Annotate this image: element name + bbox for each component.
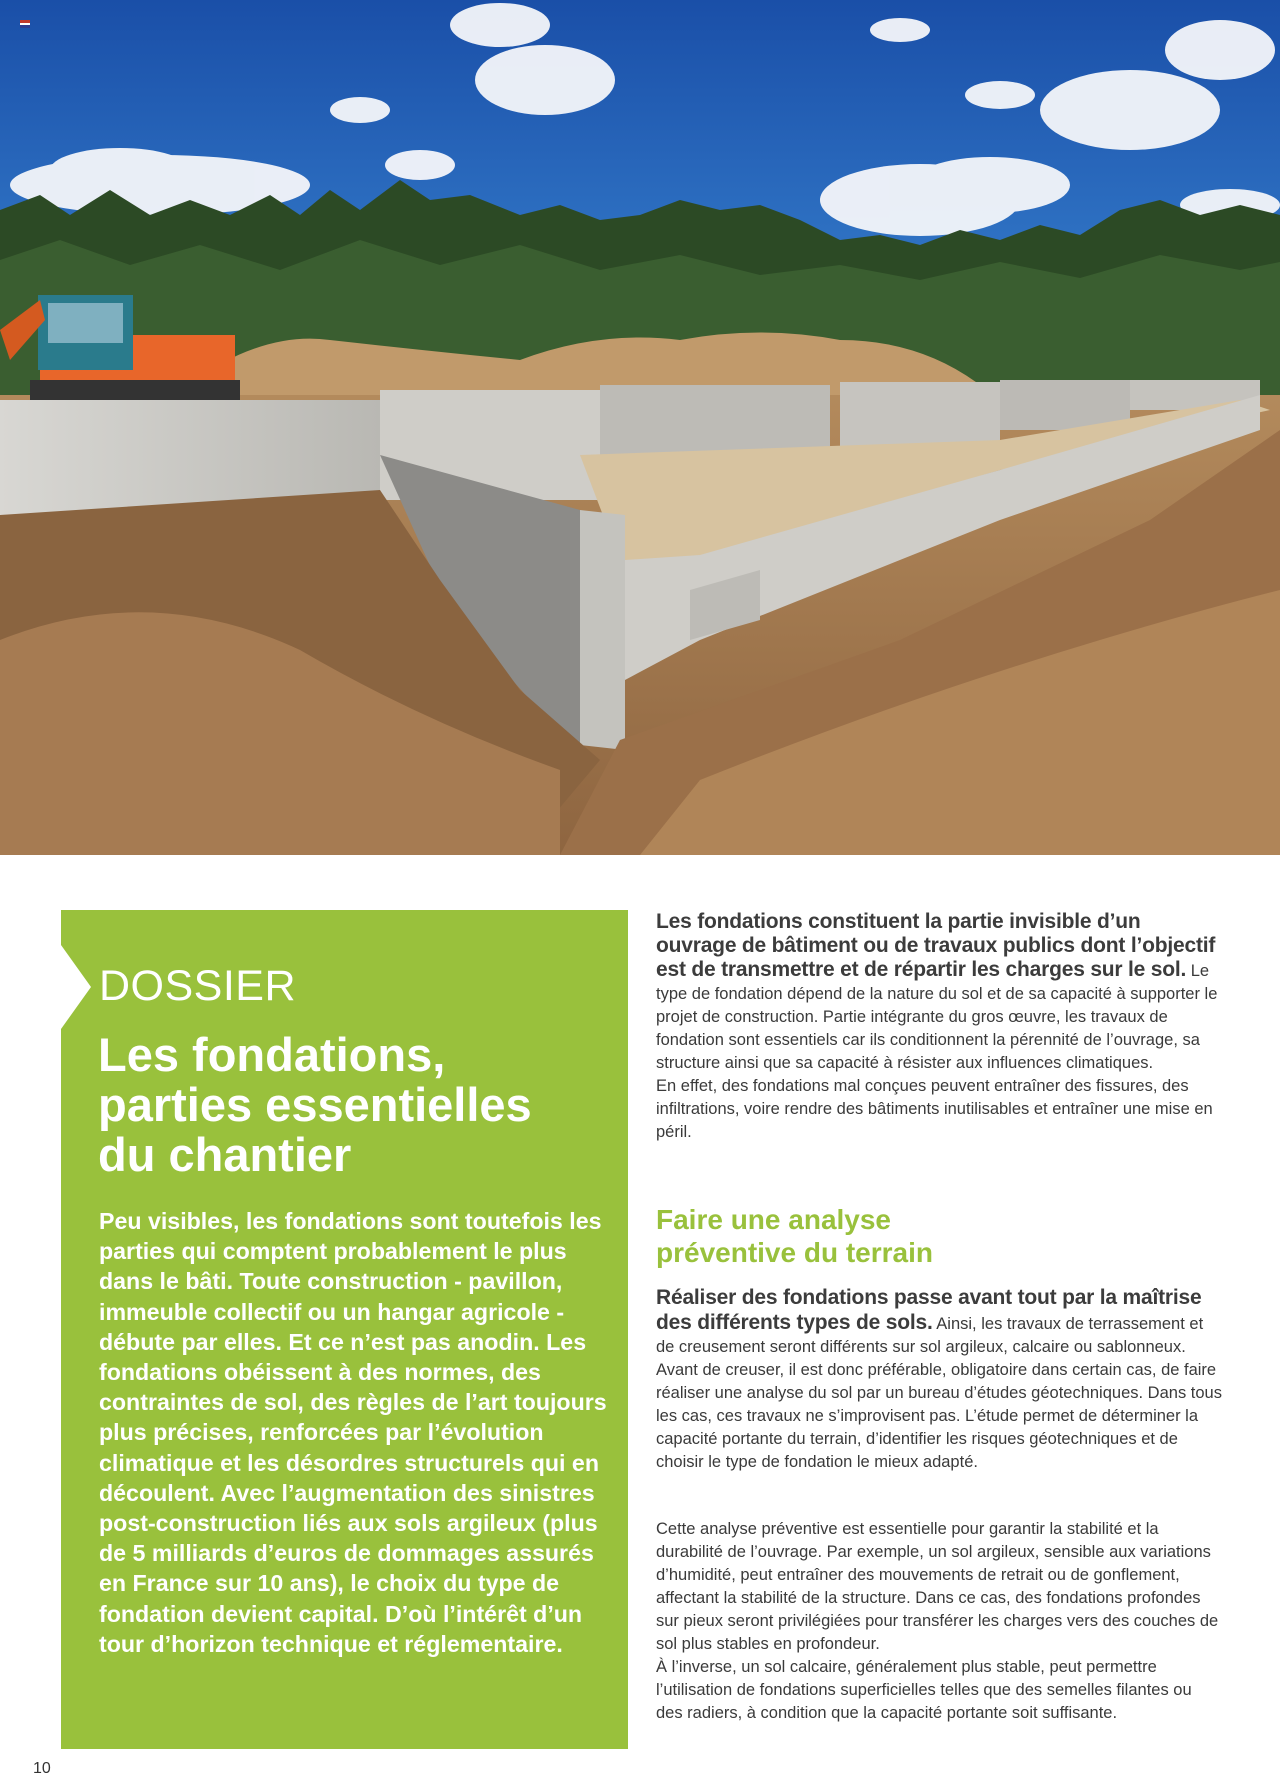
arrow-notch-icon xyxy=(61,945,91,1029)
title-line: Les fondations, xyxy=(98,1028,446,1081)
article-title xyxy=(98,1030,608,1180)
construction-site-photo xyxy=(0,0,1280,855)
title-line: parties essentielles xyxy=(98,1078,532,1131)
flag-icon xyxy=(20,20,30,28)
intro-body-2: En effet, des fondations mal conçues peuvent entraîner des fissures, des infiltrations, voire rendre des bâtiments inutilisables et entraîner une mise en péril. xyxy=(656,1077,1213,1141)
section-paragraph-2 xyxy=(656,1518,1222,1725)
header-photo xyxy=(0,0,1280,855)
section-heading xyxy=(656,1203,1216,1269)
intro-body: Le type de fondation dépend de la nature du sol et de sa capacité à supporter le projet de construction. Partie intégrante du gros œuvre, les travaux de fondation sont essentiels car ils conditionnent la pérennité de l’ouvrage, sa structure ainsi que sa capacité à résister aux influences climatiques. xyxy=(656,962,1218,1072)
article-lead: Peu visibles, les fondations sont toutefois les parties qui comptent probablement le plus dans le bâti. Toute construction - pavillon, immeuble collectif ou un hangar agricole - débute par elles. Et ce n’est pas anodin. Les fondations obéissent à des normes, des contraintes de sol, des règles de l’art toujours plus précises, renforcées par l’évolution climatique et les désordres structurels qui en découlent. Avec l’augmentation des sinistres post-construction liés aux sols argileux (plus de 5 milliards d’euros de dommages assurés en France sur 10 ans), le choix du type de fondation devient capital. D’où l’intérêt d’un tour d’horizon technique et réglementaire. xyxy=(99,1208,607,1657)
title-line: du chantier xyxy=(98,1128,352,1181)
heading-line: préventive du terrain xyxy=(656,1237,933,1268)
intro-bold: Les fondations constituent la partie invisible d’un ouvrage de bâtiment ou de travaux publics dont l’objectif est de transmettre et de répartir les charges sur le sol. xyxy=(656,910,1216,981)
section-bold: Réaliser des fondations passe avant tout par la maîtrise des différents types de sols. xyxy=(656,1286,1202,1334)
section-paragraph-1 xyxy=(656,1286,1222,1474)
section-body-3: À l’inverse, un sol calcaire, généralement plus stable, peut permettre l’utilisation de fondations superficielles telles que des semelles filantes ou des radiers, à condition que la capacité portante soit suffisante. xyxy=(656,1658,1192,1722)
heading-line: Faire une analyse xyxy=(656,1204,892,1235)
section-kicker: DOSSIER xyxy=(99,962,297,1010)
section-body-2: Cette analyse préventive est essentielle pour garantir la stabilité et la durabilité de l’ouvrage. Par exemple, un sol argileux, sensible aux variations d’humidité, peut entraîner des mouvements de retrait ou de gonflement, affectant la stabilité de la structure. Dans ce cas, des fondations profondes sur pieux seront privilégiées pour transférer les charges vers des couches de sol plus stables en profondeur. xyxy=(656,1520,1219,1653)
section-body: Ainsi, les travaux de terrassement et de creusement seront différents sur sol argileux, calcaire ou sablonneux. Avant de creuser, il est donc préférable, obligatoire dans certain cas, de faire réaliser une analyse du sol par un bureau d’études géotechniques. Dans tous les cas, ces travaux ne s’improvisent pas. L’étude permet de déterminer la capacité portante du terrain, d’identifier les risques géotechniques et de choisir le type de fondation le mieux adapté. xyxy=(656,1315,1222,1471)
intro-paragraph xyxy=(656,911,1222,1144)
page-number: 10 xyxy=(33,1760,51,1777)
